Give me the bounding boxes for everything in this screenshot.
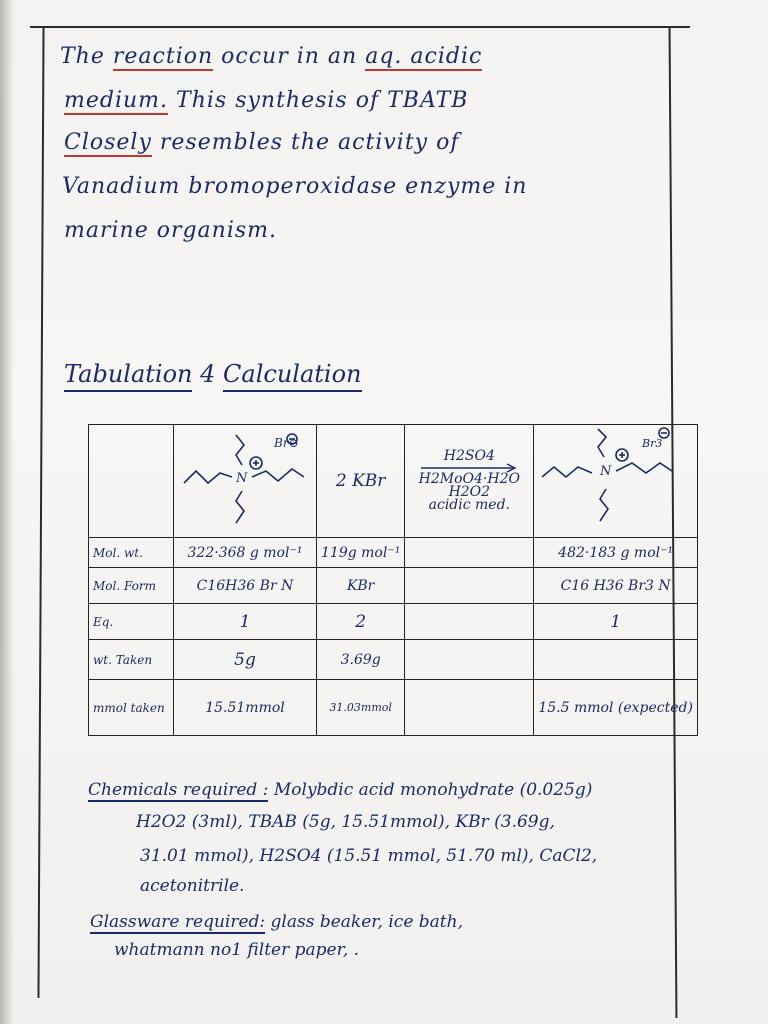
row-kbr-value: 2 (317, 604, 405, 640)
tbatb-structure-drawing (538, 425, 678, 537)
row-label: Eq. (89, 604, 174, 640)
chemicals-line-1: Chemicals required : Molybdic acid monohydrate (0.025g) (88, 780, 593, 800)
tbatb-structure (538, 425, 693, 537)
conditions-line-4: acidic med. (428, 497, 511, 513)
row-tbatb-value: 482·183 g mol⁻¹ (534, 538, 698, 568)
reagent-table (88, 424, 698, 736)
row-conditions-value (405, 604, 534, 640)
table-row-structures (89, 425, 698, 538)
row-tbatb-value: 1 (534, 604, 698, 640)
row-conditions-value (405, 680, 534, 736)
row-kbr-value: 3.69g (317, 640, 405, 680)
paragraph-line-5: marine organism. (64, 218, 278, 243)
tbab-nitrogen-label: N (236, 471, 248, 486)
row-kbr-value: 31.03mmol (317, 680, 405, 736)
row-tbab-value: 322·368 g mol⁻¹ (174, 538, 317, 568)
paragraph-line-2: medium. This synthesis of TBATB (64, 88, 469, 113)
table-row (89, 568, 698, 604)
reaction-arrow (409, 463, 529, 473)
conditions-line-1: H2SO4 (443, 448, 495, 464)
row-label: wt. Taken (89, 640, 174, 680)
table-row (89, 640, 698, 680)
conditions-line-3: H2O2 (448, 484, 491, 500)
tbatb-nitrogen-label: N (600, 464, 612, 479)
table-cell-blank (89, 425, 174, 538)
tbatb-structure-cell (534, 425, 698, 538)
row-label: mmol taken (89, 680, 174, 736)
row-conditions-value (405, 568, 534, 604)
kbr-structure-cell: 2 KBr (317, 425, 405, 538)
reaction-conditions-cell (405, 425, 534, 538)
tbab-structure (178, 425, 312, 537)
glassware-line-2: whatmann no1 filter paper, . (114, 940, 360, 960)
tbab-structure-cell (174, 425, 317, 538)
row-kbr-value: 119g mol⁻¹ (317, 538, 405, 568)
table-row (89, 538, 698, 568)
row-tbatb-value: 15.5 mmol (expected) (534, 680, 698, 736)
row-kbr-value: KBr (317, 568, 405, 604)
table-row (89, 680, 698, 736)
paragraph-line-3: Closely resembles the activity of (64, 130, 460, 155)
row-tbatb-value (534, 640, 698, 680)
row-tbab-value: 15.51mmol (174, 680, 317, 736)
row-tbatb-value: C16 H36 Br3 N (534, 568, 698, 604)
tbab-counterion-label: Br⊖ (274, 436, 299, 450)
chemicals-line-3: 31.01 mmol), H2SO4 (15.51 mmol, 51.70 ml), CaCl2, (140, 846, 598, 866)
tbab-structure-drawing (178, 425, 312, 537)
row-label: Mol. Form (89, 568, 174, 604)
row-conditions-value (405, 538, 534, 568)
conditions-line-2: H2MoO4·H2O (418, 471, 520, 487)
paragraph-line-1: The reaction occur in an aq. acidic (60, 44, 483, 69)
table-row (89, 604, 698, 640)
paragraph-line-4: Vanadium bromoperoxidase enzyme in (62, 174, 528, 199)
page-shadow (0, 0, 14, 1024)
arrow-icon (419, 463, 519, 473)
row-tbab-value: 1 (174, 604, 317, 640)
chemicals-line-4: acetonitrile. (140, 876, 245, 896)
section-heading: Tabulation 4 Calculation (64, 360, 362, 388)
left-margin-rule (37, 28, 44, 998)
row-label: Mol. wt. (89, 538, 174, 568)
tbatb-counterion-label: Br3 (642, 437, 663, 450)
chemicals-line-2: H2O2 (3ml), TBAB (5g, 15.51mmol), KBr (3.69g, (136, 812, 555, 832)
top-rule (30, 26, 690, 28)
row-tbab-value: C16H36 Br N (174, 568, 317, 604)
row-conditions-value (405, 640, 534, 680)
row-tbab-value: 5g (174, 640, 317, 680)
glassware-line-1: Glassware required: glass beaker, ice bath, (90, 912, 463, 932)
